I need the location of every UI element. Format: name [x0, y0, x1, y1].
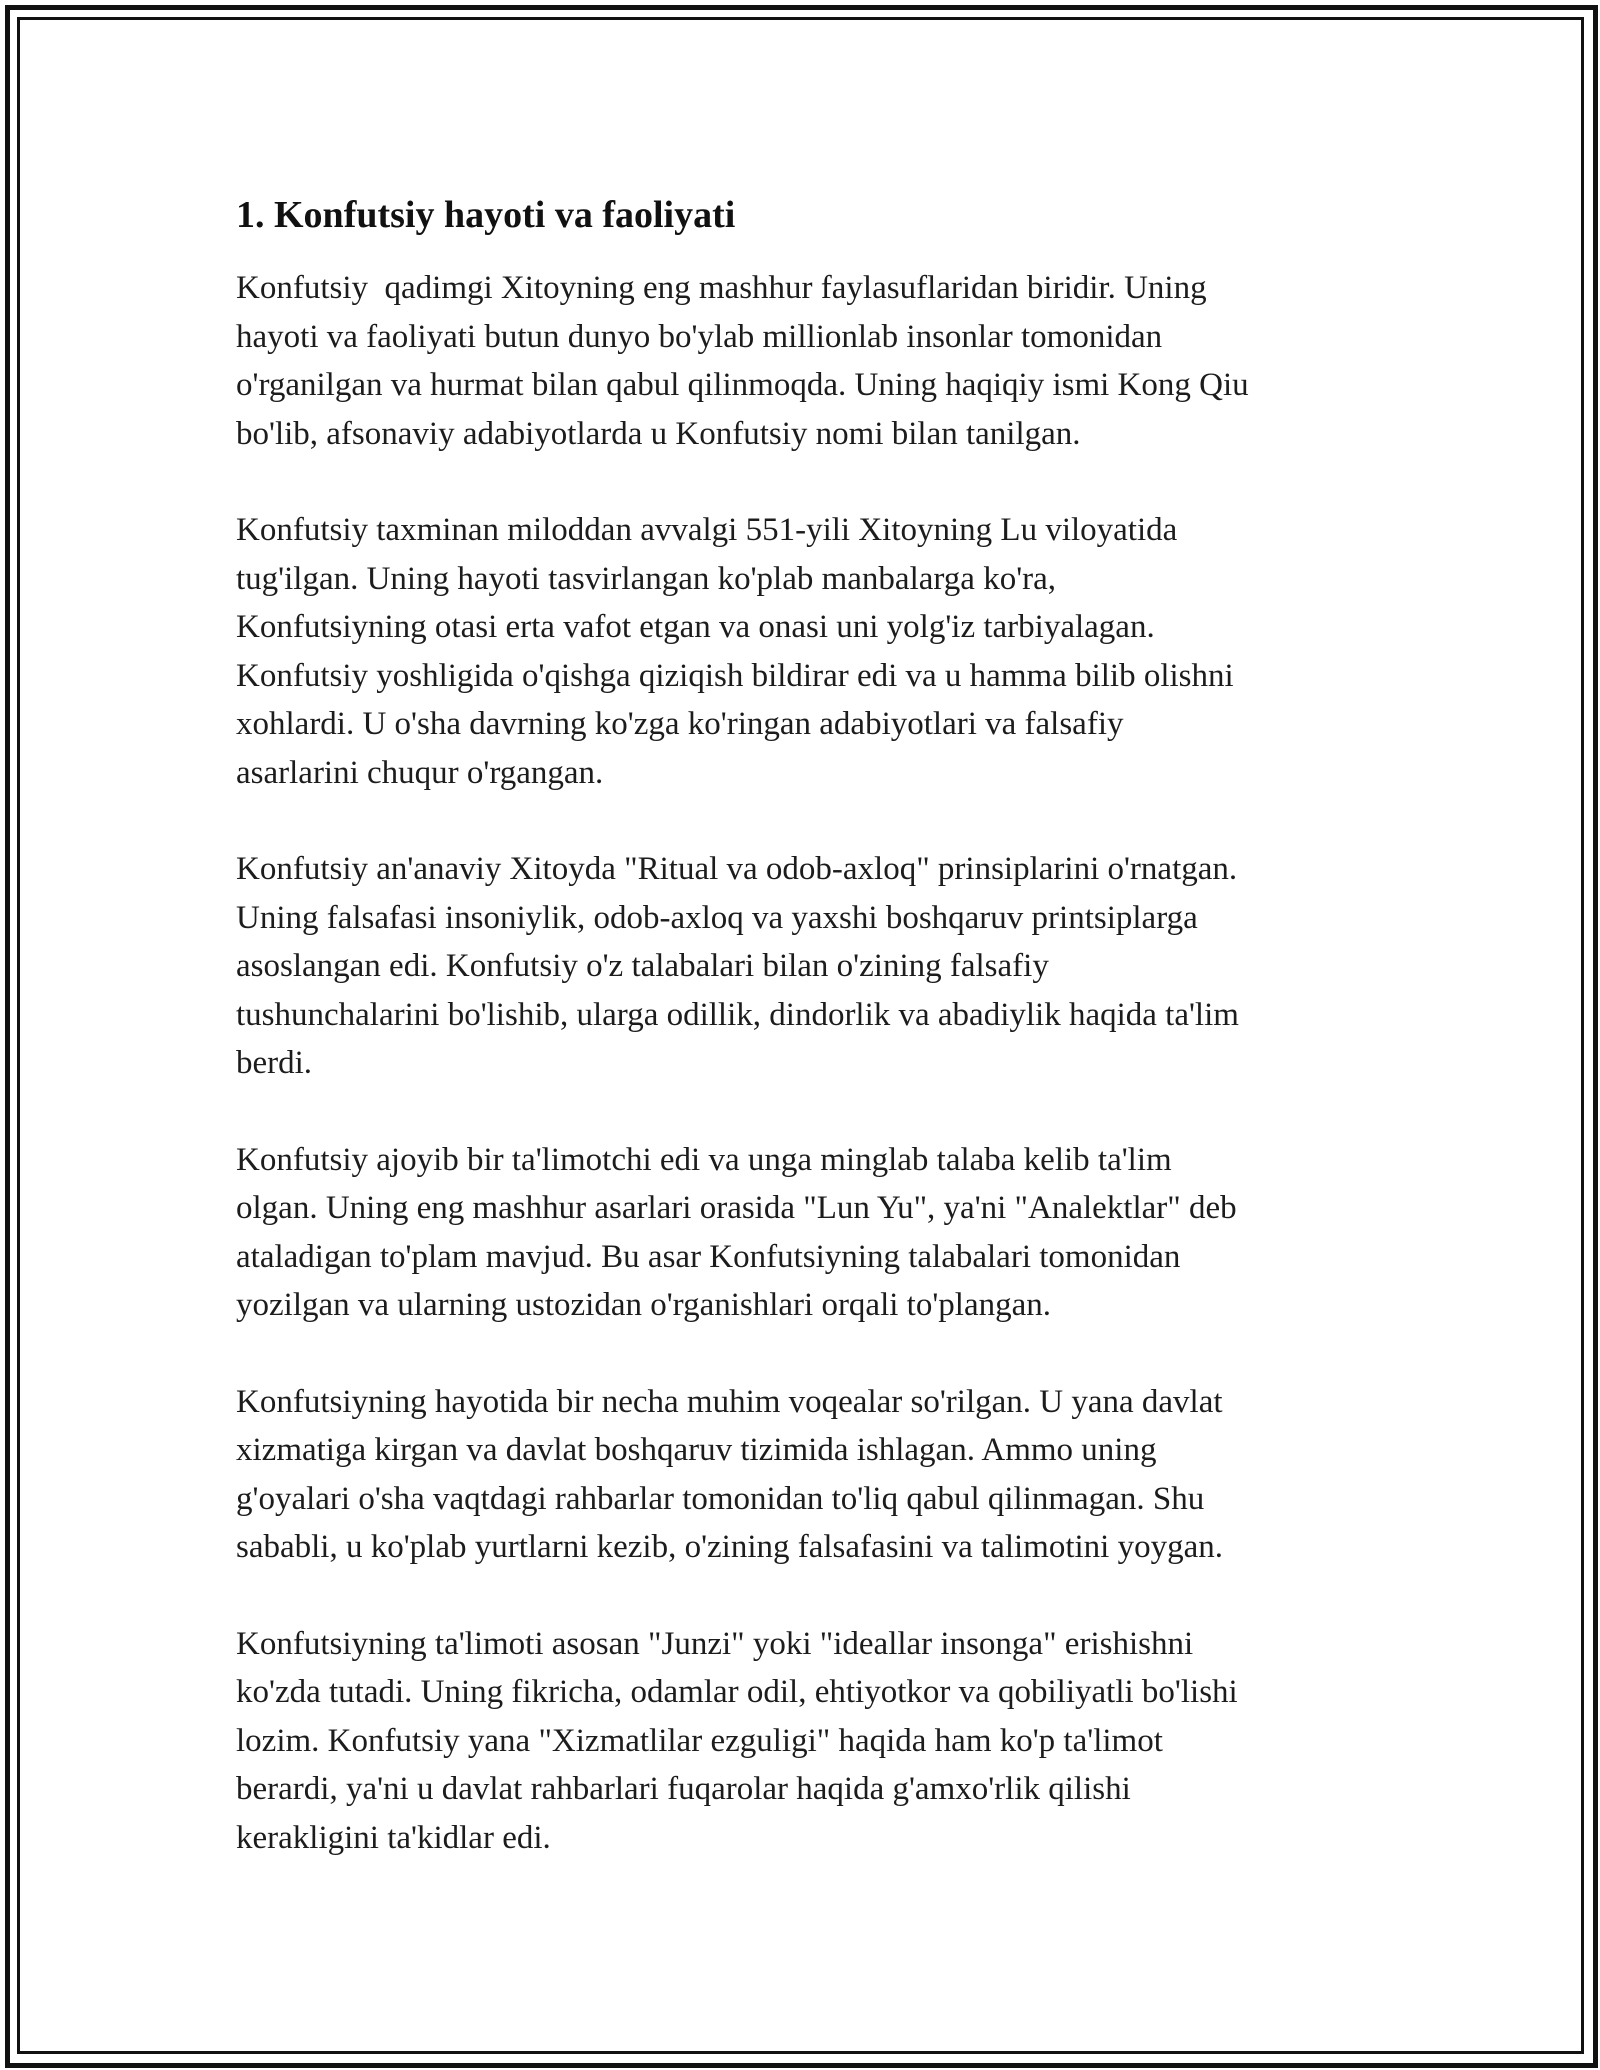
- text-line: Konfutsiy an'anaviy Xitoyda "Ritual va odob-axloq" prinsiplarini o'rnatgan.: [236, 851, 1238, 887]
- text-line: berardi, ya'ni u davlat rahbarlari fuqarolar haqida g'amxo'rlik qilishi: [236, 1771, 1131, 1807]
- text-line: lozim. Konfutsiy yana "Xizmatlilar ezguligi" haqida ham ko'p ta'limot: [236, 1722, 1163, 1759]
- paragraph: [236, 1136, 1376, 1330]
- paragraph: [236, 845, 1376, 1088]
- text-line: o'rganilgan va hurmat bilan qabul qilinmoqda. Uning haqiqiy ismi Kong Qiu: [236, 367, 1249, 403]
- paragraph: [236, 1620, 1376, 1863]
- text-line: ataladigan to'plam mavjud. Bu asar Konfutsiyning talabalari tomonidan: [236, 1238, 1181, 1275]
- text-line: Konfutsiy qadimgi Xitoyning eng mashhur faylasuflaridan biridir. Uning: [236, 270, 1207, 306]
- text-line: xohlardi. U o'sha davrning ko'zga ko'ringan adabiyotlari va falsafiy: [236, 706, 1124, 742]
- text-line: Konfutsiy yoshligida o'qishga qiziqish bildirar edi va u hamma bilib olishni: [236, 657, 1234, 694]
- text-line: olgan. Uning eng mashhur asarlari orasida "Lun Yu", ya'ni "Analektlar" deb: [236, 1190, 1237, 1226]
- text-line: tug'ilgan. Uning hayoti tasvirlangan ko'plab manbalarga ko'ra,: [236, 560, 1057, 597]
- text-line: sababli, u ko'plab yurtlarni kezib, o'zining falsafasini va talimotini yoygan.: [236, 1529, 1223, 1565]
- text-line: bo'lib, afsonaviy adabiyotlarda u Konfutsiy nomi bilan tanilgan.: [236, 415, 1081, 452]
- section-heading: 1. Konfutsiy hayoti va faoliyati: [236, 194, 736, 236]
- text-line: Konfutsiy taxminan miloddan avvalgi 551-yili Xitoyning Lu viloyatida: [236, 512, 1178, 548]
- text-line: asarlarini chuqur o'rgangan.: [236, 754, 604, 791]
- text-line: Uning falsafasi insoniylik, odob-axloq va yaxshi boshqaruv printsiplarga: [236, 899, 1198, 936]
- text-line: asoslangan edi. Konfutsiy o'z talabalari bilan o'zining falsafiy: [236, 948, 1049, 984]
- text-line: hayoti va faoliyati butun dunyo bo'ylab millionlab insonlar tomonidan: [236, 318, 1163, 355]
- text-line: Konfutsiyning hayotida bir necha muhim voqealar so'rilgan. U yana davlat: [236, 1383, 1223, 1420]
- paragraph: [236, 264, 1376, 458]
- paragraph-list: [236, 264, 1376, 1862]
- text-line: Konfutsiyning otasi erta vafot etgan va onasi uni yolg'iz tarbiyalagan.: [236, 609, 1155, 645]
- paragraph: [236, 1378, 1376, 1572]
- text-line: yozilgan va ularning ustozidan o'rganishlari orqali to'plangan.: [236, 1287, 1051, 1323]
- text-line: Konfutsiyning ta'limoti asosan "Junzi" yoki "ideallar insonga" erishishni: [236, 1625, 1194, 1662]
- paragraph: [236, 506, 1376, 797]
- text-line: berdi.: [236, 1045, 313, 1081]
- text-line: kerakligini ta'kidlar edi.: [236, 1819, 551, 1856]
- text-line: g'oyalari o'sha vaqtdagi rahbarlar tomonidan to'liq qabul qilinmagan. Shu: [236, 1480, 1205, 1517]
- document-body: [236, 190, 1376, 1910]
- text-line: Konfutsiy ajoyib bir ta'limotchi edi va unga minglab talaba kelib ta'lim: [236, 1141, 1172, 1178]
- text-line: ko'zda tutadi. Uning fikricha, odamlar odil, ehtiyotkor va qobiliyatli bo'lishi: [236, 1674, 1238, 1710]
- text-line: tushunchalarini bo'lishib, ularga odillik, dindorlik va abadiylik haqida ta'lim: [236, 996, 1239, 1033]
- text-line: xizmatiga kirgan va davlat boshqaruv tizimida ishlagan. Ammo uning: [236, 1432, 1157, 1468]
